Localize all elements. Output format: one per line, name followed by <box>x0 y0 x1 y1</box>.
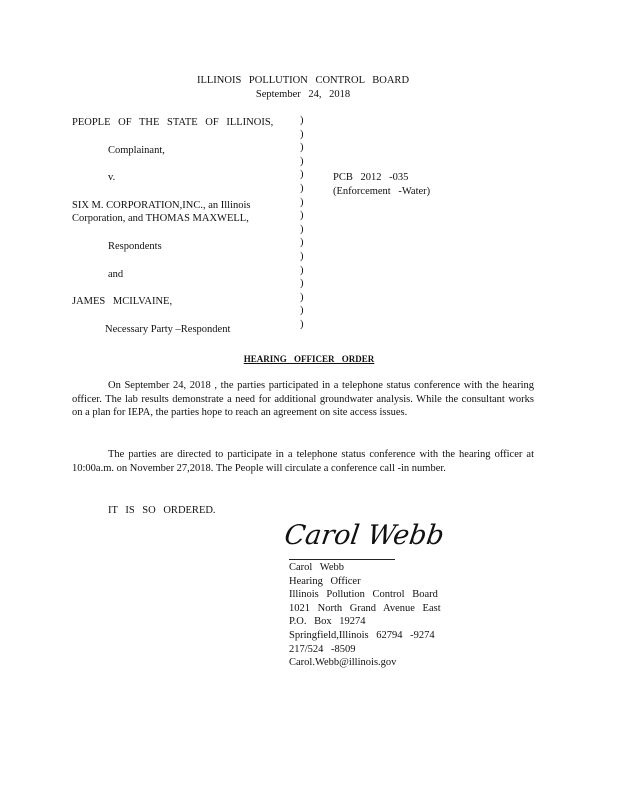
paren: ) <box>300 182 304 194</box>
paren: ) <box>300 196 304 208</box>
signer-phone: 217/524 -8509 <box>289 643 356 655</box>
paren: ) <box>300 278 304 290</box>
paren: ) <box>300 128 304 140</box>
case-number: PCB 2012 -035 <box>333 172 409 183</box>
closing-statement: IT IS SO ORDERED. <box>108 505 216 516</box>
paren: ) <box>300 250 304 262</box>
paren: ) <box>300 115 304 126</box>
respondents-role: Respondents <box>108 241 162 252</box>
case-type: (Enforcement -Water) <box>333 186 431 197</box>
signature-text: Carol Webb <box>282 520 447 551</box>
respondent-line-1: SIX M. CORPORATION,INC., an Illinois <box>72 200 251 211</box>
respondent-line-2: Corporation, and THOMAS MAXWELL, <box>72 213 249 224</box>
document-date: September 24, 2018 <box>255 89 351 100</box>
caption-parentheses <box>300 114 310 332</box>
signer-email[interactable]: Carol.Webb@illinois.gov <box>289 657 397 669</box>
paren: ) <box>300 291 304 303</box>
paren: ) <box>300 264 304 276</box>
paren: ) <box>300 223 304 235</box>
paren: ) <box>300 237 304 249</box>
complainant-name: PEOPLE OF THE STATE OF ILLINOIS, <box>72 117 274 128</box>
signer-title: Hearing Officer <box>289 575 361 587</box>
party-name: JAMES MCILVAINE, <box>72 296 173 307</box>
order-title: HEARING OFFICER ORDER <box>243 354 375 364</box>
paren: ) <box>300 305 304 317</box>
paren: ) <box>300 169 304 181</box>
party-role: Necessary Party –Respondent <box>105 324 231 335</box>
signature-line <box>289 559 395 560</box>
signer-address: 1021 North Grand Avenue East <box>289 602 441 614</box>
signer-city: Springfield,Illinois 62794 -9274 <box>289 629 435 641</box>
complainant-role: Complainant, <box>108 145 165 156</box>
paren: ) <box>300 155 304 167</box>
paren: ) <box>300 318 304 330</box>
signer-name: Carol Webb <box>289 562 344 573</box>
signer-po-box: P.O. Box 19274 <box>289 616 366 628</box>
signer-org: Illinois Pollution Control Board <box>289 589 438 601</box>
order-paragraph-1: On September 24, 2018 , the parties participated in a telephone status conference with the hearing officer. The lab results demonstrate a need for additional groundwater analysis. While the consultant works on a plan for IEPA, the parties hope to reach an agreement on site access issues. <box>72 380 534 419</box>
signature-block <box>289 561 441 670</box>
and-text: and <box>108 269 124 280</box>
order-paragraph-2: The parties are directed to participate in a telephone status conference with the hearing officer at 10:00a.m. on November 27,2018. The People will circulate a conference call -in number. <box>72 449 534 474</box>
versus: v. <box>108 172 116 183</box>
board-title: ILLINOIS POLLUTION CONTROL BOARD <box>196 75 410 86</box>
paren: ) <box>300 210 304 222</box>
handwritten-signature <box>282 512 447 554</box>
paren: ) <box>300 142 304 154</box>
